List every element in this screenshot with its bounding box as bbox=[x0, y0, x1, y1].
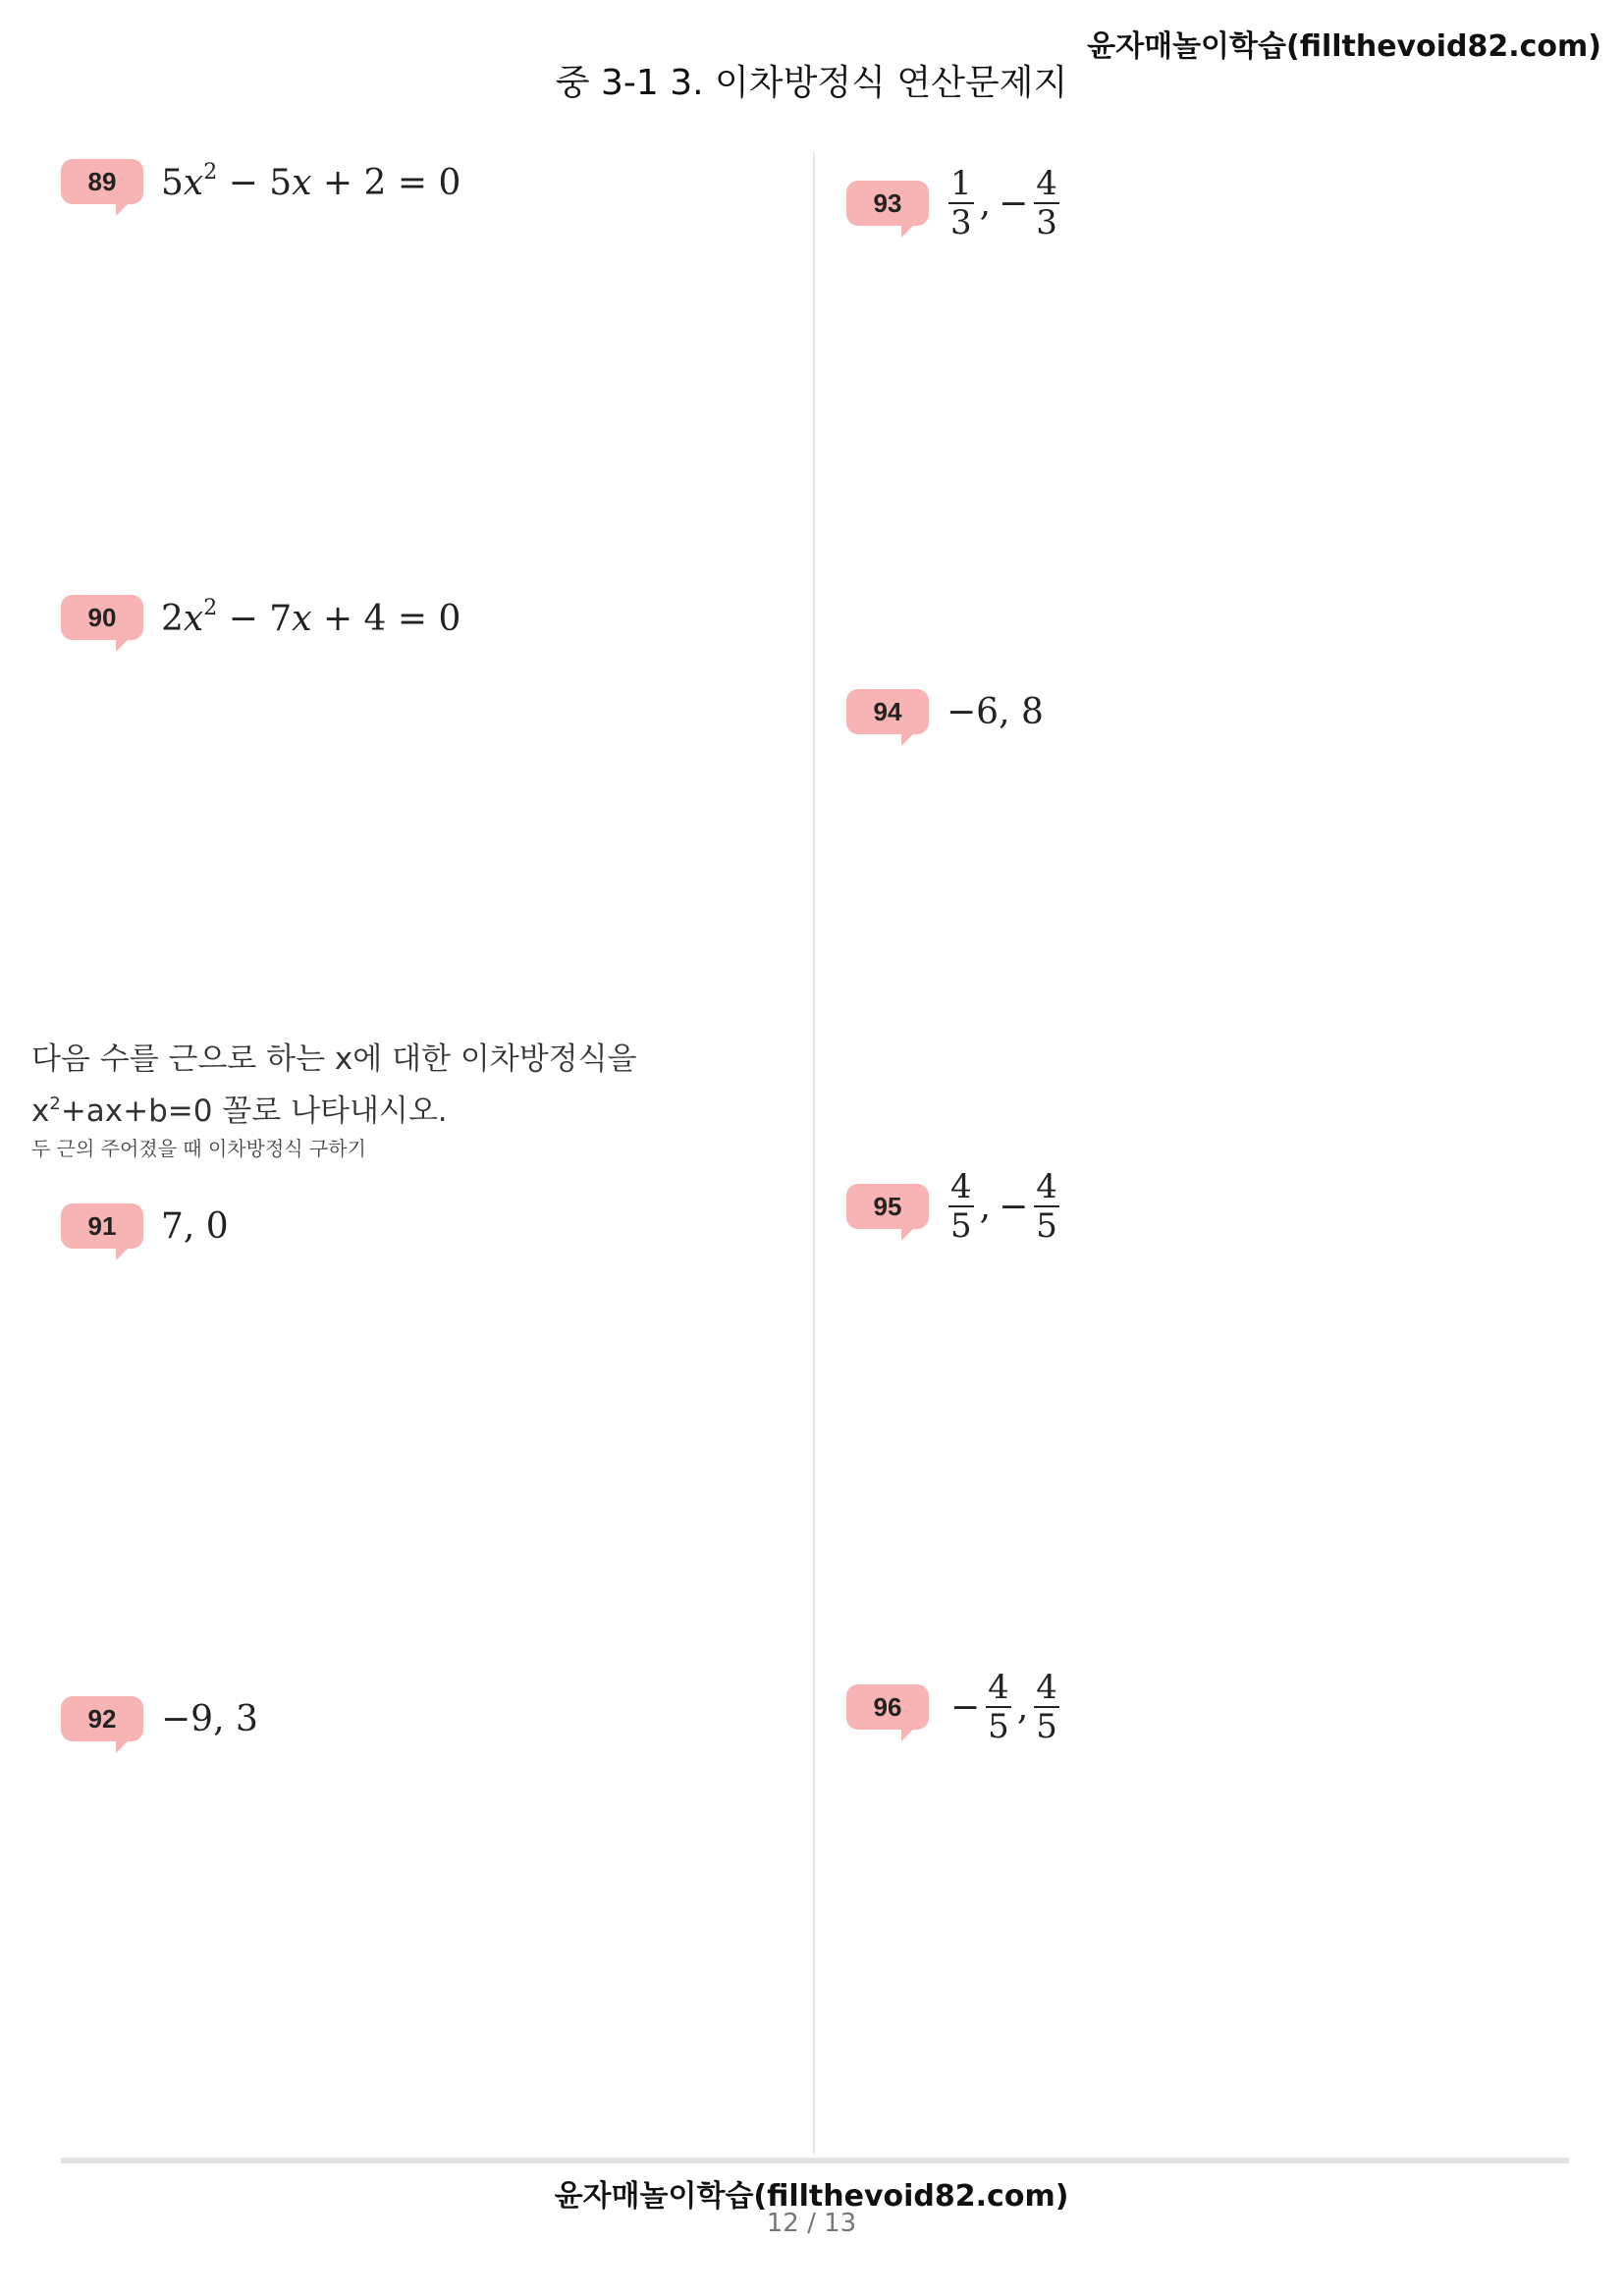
minus-sign: − bbox=[999, 183, 1029, 224]
variable: x bbox=[292, 163, 312, 203]
denominator: 3 bbox=[1036, 203, 1057, 242]
page-title: 중 3-1 3. 이차방정식 연산문제지 bbox=[555, 63, 1068, 103]
instruction-exponent: 2 bbox=[49, 1094, 61, 1114]
denominator: 5 bbox=[988, 1707, 1009, 1746]
numerator: 1 bbox=[950, 164, 972, 203]
problem-number-badge: 92 bbox=[61, 1696, 143, 1741]
problem-number-badge: 93 bbox=[846, 181, 929, 226]
roots bbox=[947, 1669, 1061, 1745]
denominator: 5 bbox=[1036, 1206, 1057, 1246]
fraction bbox=[948, 165, 974, 241]
minus-sign: − bbox=[950, 1686, 981, 1728]
problem-92 bbox=[61, 1696, 258, 1741]
fraction bbox=[986, 1669, 1011, 1745]
fraction bbox=[1034, 165, 1059, 241]
page-number: 12 / 13 bbox=[766, 2209, 857, 2238]
equation bbox=[161, 596, 460, 639]
roots bbox=[947, 165, 1061, 241]
problem-93 bbox=[846, 165, 1061, 241]
term: − 5 bbox=[217, 163, 293, 203]
roots: 7, 0 bbox=[161, 1205, 229, 1247]
instruction-rest: +ax+b=0 꼴로 나타내시오. bbox=[60, 1094, 448, 1129]
footer-divider bbox=[61, 2158, 1569, 2163]
coefficient: 2 bbox=[161, 599, 184, 639]
column-divider bbox=[813, 152, 815, 2155]
denominator: 5 bbox=[950, 1206, 972, 1246]
fraction bbox=[1034, 1669, 1059, 1745]
problem-number-badge: 94 bbox=[846, 689, 929, 734]
problem-96 bbox=[846, 1669, 1061, 1745]
separator: , bbox=[1016, 1686, 1029, 1728]
fraction bbox=[1034, 1168, 1059, 1245]
instructions bbox=[31, 1037, 637, 1134]
problem-94 bbox=[846, 689, 1044, 734]
term: − 7 bbox=[217, 599, 293, 639]
problem-number-badge: 95 bbox=[846, 1184, 929, 1229]
instruction-var: x bbox=[31, 1094, 50, 1129]
denominator: 3 bbox=[950, 203, 972, 242]
numerator: 4 bbox=[1036, 164, 1057, 203]
variable: x bbox=[292, 599, 312, 639]
roots bbox=[947, 1168, 1061, 1245]
minus-sign: − bbox=[999, 1186, 1029, 1227]
numerator: 4 bbox=[1036, 1668, 1057, 1707]
instruction-line-2 bbox=[31, 1082, 637, 1134]
roots: −9, 3 bbox=[161, 1698, 258, 1739]
fraction bbox=[948, 1168, 974, 1245]
roots: −6, 8 bbox=[947, 691, 1044, 732]
header-brand: 윤자매놀이학습(fillthevoid82.com) bbox=[1087, 29, 1601, 64]
denominator: 5 bbox=[1036, 1707, 1057, 1746]
separator: , bbox=[979, 183, 992, 224]
problem-number-badge: 91 bbox=[61, 1203, 143, 1249]
exponent: 2 bbox=[203, 160, 218, 185]
numerator: 4 bbox=[950, 1167, 972, 1206]
numerator: 4 bbox=[1036, 1167, 1057, 1206]
term: + 2 = 0 bbox=[311, 163, 461, 203]
problem-90 bbox=[61, 595, 460, 640]
problem-89 bbox=[61, 159, 460, 204]
problem-91 bbox=[61, 1203, 229, 1249]
separator: , bbox=[979, 1186, 992, 1227]
problem-number-badge: 90 bbox=[61, 595, 143, 640]
footer-brand: 윤자매놀이학습(fillthevoid82.com) bbox=[554, 2179, 1069, 2214]
coefficient: 5 bbox=[161, 163, 184, 203]
variable: x bbox=[183, 599, 204, 639]
variable: x bbox=[183, 163, 204, 203]
exponent: 2 bbox=[203, 596, 218, 620]
problem-number-badge: 89 bbox=[61, 159, 143, 204]
problem-95 bbox=[846, 1168, 1061, 1245]
problem-number-badge: 96 bbox=[846, 1684, 929, 1730]
equation bbox=[161, 160, 460, 203]
numerator: 4 bbox=[988, 1668, 1009, 1707]
instruction-line-1: 다음 수를 근으로 하는 x에 대한 이차방정식을 bbox=[31, 1041, 637, 1077]
term: + 4 = 0 bbox=[311, 599, 461, 639]
instruction-hint: 두 근의 주어졌을 때 이차방정식 구하기 bbox=[31, 1137, 366, 1160]
